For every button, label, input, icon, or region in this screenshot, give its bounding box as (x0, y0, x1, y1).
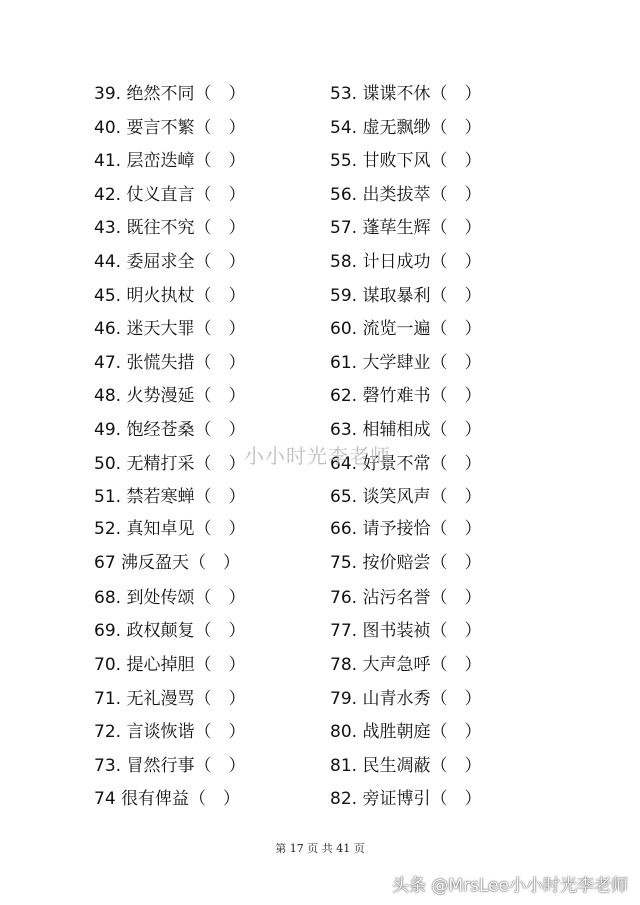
list-item: 41. 层峦迭嶂（ ） (94, 151, 246, 172)
list-item: 81. 民生凋蔽（ ） (330, 755, 482, 776)
list-item: 46. 迷天大罪（ ） (94, 319, 246, 340)
list-item: 65. 谈笑风声（ ） (330, 487, 482, 508)
list-item: 75. 按价赔尝（ ） (330, 552, 482, 573)
list-item: 54. 虚无飘缈（ ） (330, 117, 482, 138)
list-item: 60. 流览一遍（ ） (330, 319, 482, 340)
list-item: 82. 旁证博引（ ） (330, 789, 482, 810)
list-item: 57. 蓬荜生辉（ ） (330, 218, 482, 239)
list-item: 72. 言谈恢谐（ ） (94, 722, 246, 743)
list-item: 53. 谍谍不休（ ） (330, 84, 482, 104)
list-item: 39. 绝然不同（ ） (94, 84, 246, 104)
list-item: 55. 甘败下风（ ） (330, 151, 482, 172)
corner-watermark: 头条 @MrsLee小小时光李老师 (391, 876, 628, 896)
list-item: 42. 仗义直言（ ） (94, 184, 246, 205)
list-item: 56. 出类拔萃（ ） (330, 184, 482, 205)
list-item: 52. 真知卓见（ ） (94, 518, 246, 539)
list-item: 78. 大声急呼（ ） (330, 654, 482, 675)
list-item: 49. 饱经苍桑（ ） (94, 419, 246, 440)
list-item: 74 很有俾益（ ） (94, 789, 241, 810)
list-item: 76. 沾污名誉（ ） (330, 587, 482, 608)
list-item: 70. 提心掉胆（ ） (94, 654, 246, 675)
list-item: 80. 战胜朝庭（ ） (330, 722, 482, 743)
list-item: 63. 相辅相成（ ） (330, 419, 482, 440)
list-item: 40. 要言不繁（ ） (94, 117, 246, 138)
list-item: 68. 到处传颂（ ） (94, 587, 246, 608)
list-item: 69. 政权颠复（ ） (94, 621, 246, 642)
list-item: 71. 无礼漫骂（ ） (94, 688, 246, 709)
page-number-footer: 第 17 页 共 41 页 (275, 842, 365, 855)
list-item: 44. 委屈求全（ ） (94, 251, 246, 272)
list-item: 77. 图书装祯（ ） (330, 621, 482, 642)
list-item: 64. 好景不常（ ） (330, 453, 482, 474)
list-item: 50. 无精打采（ ） (94, 453, 246, 474)
center-watermark: 小小时光李老师 (244, 444, 391, 468)
list-item: 62. 磬竹难书（ ） (330, 386, 482, 407)
list-item: 51. 禁若寒蝉（ ） (94, 487, 246, 508)
list-item: 59. 谋取暴利（ ） (330, 285, 482, 306)
list-item: 45. 明火执杖（ ） (94, 285, 246, 306)
list-item: 61. 大学肆业（ ） (330, 352, 482, 373)
list-item: 73. 冒然行事（ ） (94, 755, 246, 776)
list-item: 66. 请予接恰（ ） (330, 518, 482, 539)
list-item: 79. 山青水秀（ ） (330, 688, 482, 709)
list-item: 43. 既往不究（ ） (94, 218, 246, 239)
list-item: 47. 张慌失措（ ） (94, 352, 246, 373)
list-item: 58. 计日成功（ ） (330, 251, 482, 272)
list-item: 67 沸反盈天（ ） (94, 552, 241, 573)
list-item: 48. 火势漫延（ ） (94, 386, 246, 407)
